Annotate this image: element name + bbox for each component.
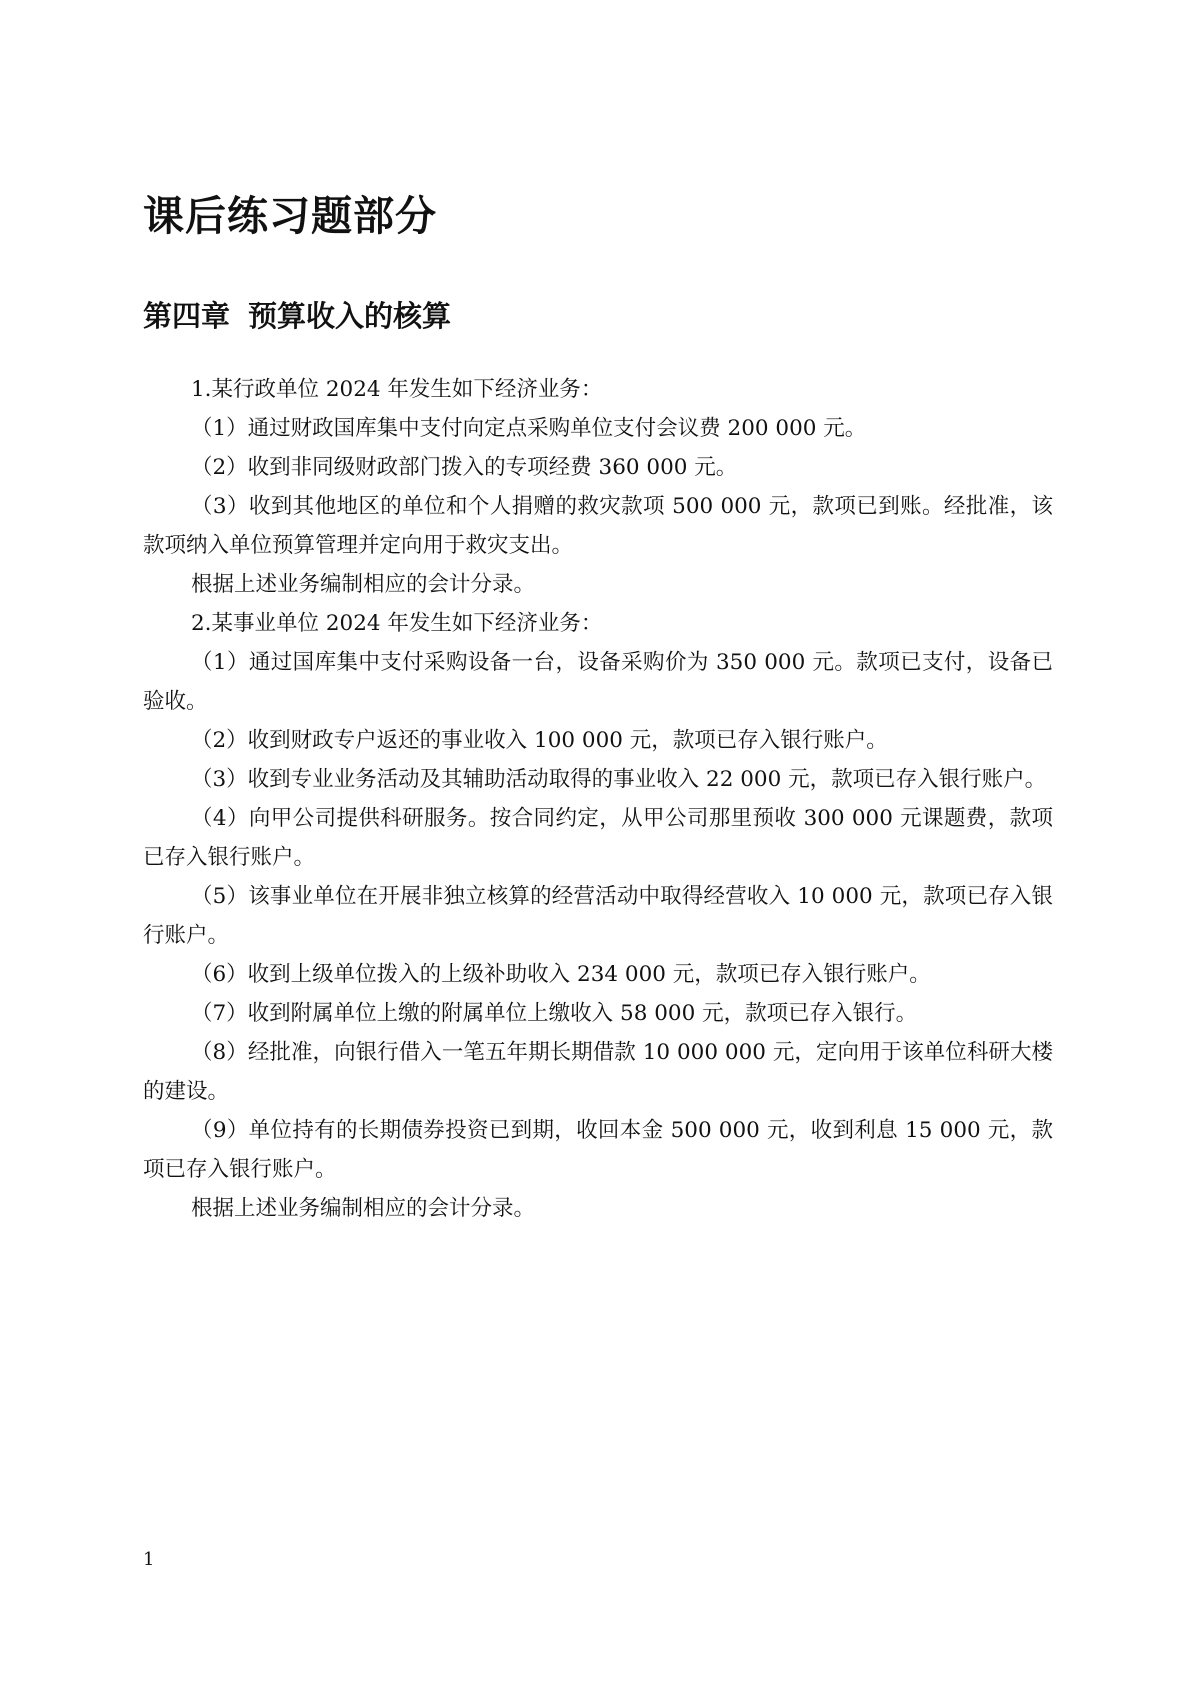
exercise-2-item-3: （3）收到专业业务活动及其辅助活动取得的事业收入 22 000 元，款项已存入银行账户。 (191, 767, 1047, 792)
exercise-1-item-3: （3）收到其他地区的单位和个人捐赠的救灾款项 500 000 元，款项已到账。经批准，该款项纳入单位预算管理并定向用于救灾支出。 (143, 494, 1053, 558)
exercise-2-intro: 2.某事业单位 2024 年发生如下经济业务： (191, 611, 603, 636)
exercise-1-intro: 1.某行政单位 2024 年发生如下经济业务： (191, 377, 603, 402)
page-title: 课后练习题部分 (143, 192, 437, 240)
exercise-2-item-7: （7）收到附属单位上缴的附属单位上缴收入 58 000 元，款项已存入银行。 (191, 1001, 918, 1026)
exercise-1-item-2: （2）收到非同级财政部门拨入的专项经费 360 000 元。 (191, 455, 738, 480)
exercise-2-item-1: （1）通过国库集中支付采购设备一台，设备采购价为 350 000 元。款项已支付，设备已验收。 (143, 650, 1053, 714)
exercise-1-item-1: （1）通过财政国库集中支付向定点采购单位支付会议费 200 000 元。 (191, 416, 867, 441)
exercise-body (143, 370, 1053, 1228)
exercise-2-item-4: （4）向甲公司提供科研服务。按合同约定，从甲公司那里预收 300 000 元课题费，款项已存入银行账户。 (143, 806, 1053, 870)
exercise-2-instruction: 根据上述业务编制相应的会计分录。 (191, 1196, 536, 1221)
exercise-2-item-6: （6）收到上级单位拨入的上级补助收入 234 000 元，款项已存入银行账户。 (191, 962, 931, 987)
chapter-heading (143, 296, 451, 336)
exercise-2-item-2: （2）收到财政专户返还的事业收入 100 000 元，款项已存入银行账户。 (191, 728, 888, 753)
exercise-2-item-9: （9）单位持有的长期债券投资已到期，收回本金 500 000 元，收到利息 15 000 元，款项已存入银行账户。 (143, 1118, 1053, 1182)
page-number: 1 (143, 1549, 155, 1570)
chapter-name: 预算收入的核算 (248, 299, 452, 333)
exercise-2-item-8: （8）经批准，向银行借入一笔五年期长期借款 10 000 000 元，定向用于该单位科研大楼的建设。 (143, 1040, 1053, 1104)
exercise-1-instruction: 根据上述业务编制相应的会计分录。 (191, 572, 536, 597)
chapter-number: 第四章 (143, 299, 231, 333)
exercise-2-item-5: （5）该事业单位在开展非独立核算的经营活动中取得经营收入 10 000 元，款项已存入银行账户。 (143, 884, 1053, 948)
